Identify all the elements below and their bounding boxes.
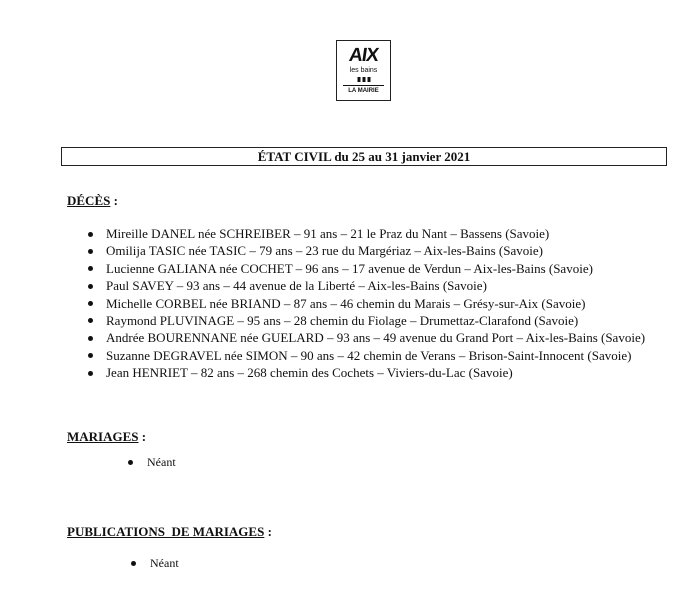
deces-entry: Omilija TASIC née TASIC – 79 ans – 23 rue du Margériaz – Aix-les-Bains (Savoie) xyxy=(106,243,543,259)
logo-bars xyxy=(357,77,370,82)
section-heading-deces-label: DÉCÈS xyxy=(67,193,111,208)
logo-mairie-label: LA MAIRIE xyxy=(348,88,379,94)
bullet-icon xyxy=(88,249,93,254)
deces-entry: Jean HENRIET – 82 ans – 268 chemin des Cochets – Viviers-du-Lac (Savoie) xyxy=(106,365,513,381)
deces-entry: Paul SAVEY – 93 ans – 44 avenue de la Liberté – Aix-les-Bains (Savoie) xyxy=(106,278,487,294)
list-item xyxy=(86,364,645,381)
bullet-icon xyxy=(131,561,136,566)
deces-entry: Lucienne GALIANA née COCHET – 96 ans – 17 avenue de Verdun – Aix-les-Bains (Savoie) xyxy=(106,260,593,276)
bullet-icon xyxy=(88,371,93,376)
logo-mark: AIX xyxy=(347,45,380,66)
deces-entry: Andrée BOURENNANE née GUELARD – 93 ans – 49 avenue du Grand Port – Aix-les-Bains (Savoie) xyxy=(106,330,646,346)
bullet-icon xyxy=(88,318,93,323)
list-item xyxy=(86,347,645,364)
section-heading-mariages-suffix: : xyxy=(138,429,147,444)
logo-rule xyxy=(343,85,384,86)
deces-list xyxy=(86,225,645,382)
section-heading-publications-suffix: : xyxy=(264,524,272,539)
deces-entry: Raymond PLUVINAGE – 95 ans – 28 chemin du Fiolage – Drumettaz-Clarafond (Savoie) xyxy=(106,312,579,328)
section-heading-mariages xyxy=(67,429,146,445)
list-item xyxy=(86,225,645,242)
section-heading-deces-suffix: : xyxy=(110,193,118,208)
deces-entry: Suzanne DEGRAVEL née SIMON – 90 ans – 42 chemin de Verans – Brison-Saint-Innocent (Savoie) xyxy=(106,347,632,363)
section-heading-deces xyxy=(67,193,118,209)
deces-entry: Michelle CORBEL née BRIAND – 87 ans – 46 chemin du Marais – Grésy-sur-Aix (Savoie) xyxy=(106,295,586,311)
bullet-icon xyxy=(88,353,93,358)
bullet-icon xyxy=(88,232,93,237)
document-title: ÉTAT CIVIL du 25 au 31 janvier 2021 xyxy=(61,147,667,166)
logo-subtitle: les bains xyxy=(349,67,378,74)
list-item xyxy=(86,277,645,294)
bullet-icon xyxy=(88,266,93,271)
list-item xyxy=(86,260,645,277)
list-item xyxy=(86,295,645,312)
bullet-icon xyxy=(88,336,93,341)
list-item xyxy=(86,329,645,346)
mariages-item-text: Néant xyxy=(147,455,176,469)
bullet-icon xyxy=(128,460,133,465)
list-item xyxy=(86,242,645,259)
section-heading-mariages-label: MARIAGES xyxy=(67,429,139,444)
deces-entry: Mireille DANEL née SCHREIBER – 91 ans – 21 le Praz du Nant – Bassens (Savoie) xyxy=(106,226,550,241)
publications-item-text: Néant xyxy=(150,556,179,570)
aix-les-bains-logo xyxy=(336,40,391,101)
bullet-icon xyxy=(88,284,93,289)
section-heading-publications-label: PUBLICATIONS DE MARIAGES xyxy=(67,524,265,539)
list-item xyxy=(86,312,645,329)
section-heading-publications xyxy=(67,524,272,540)
bullet-icon xyxy=(88,301,93,306)
